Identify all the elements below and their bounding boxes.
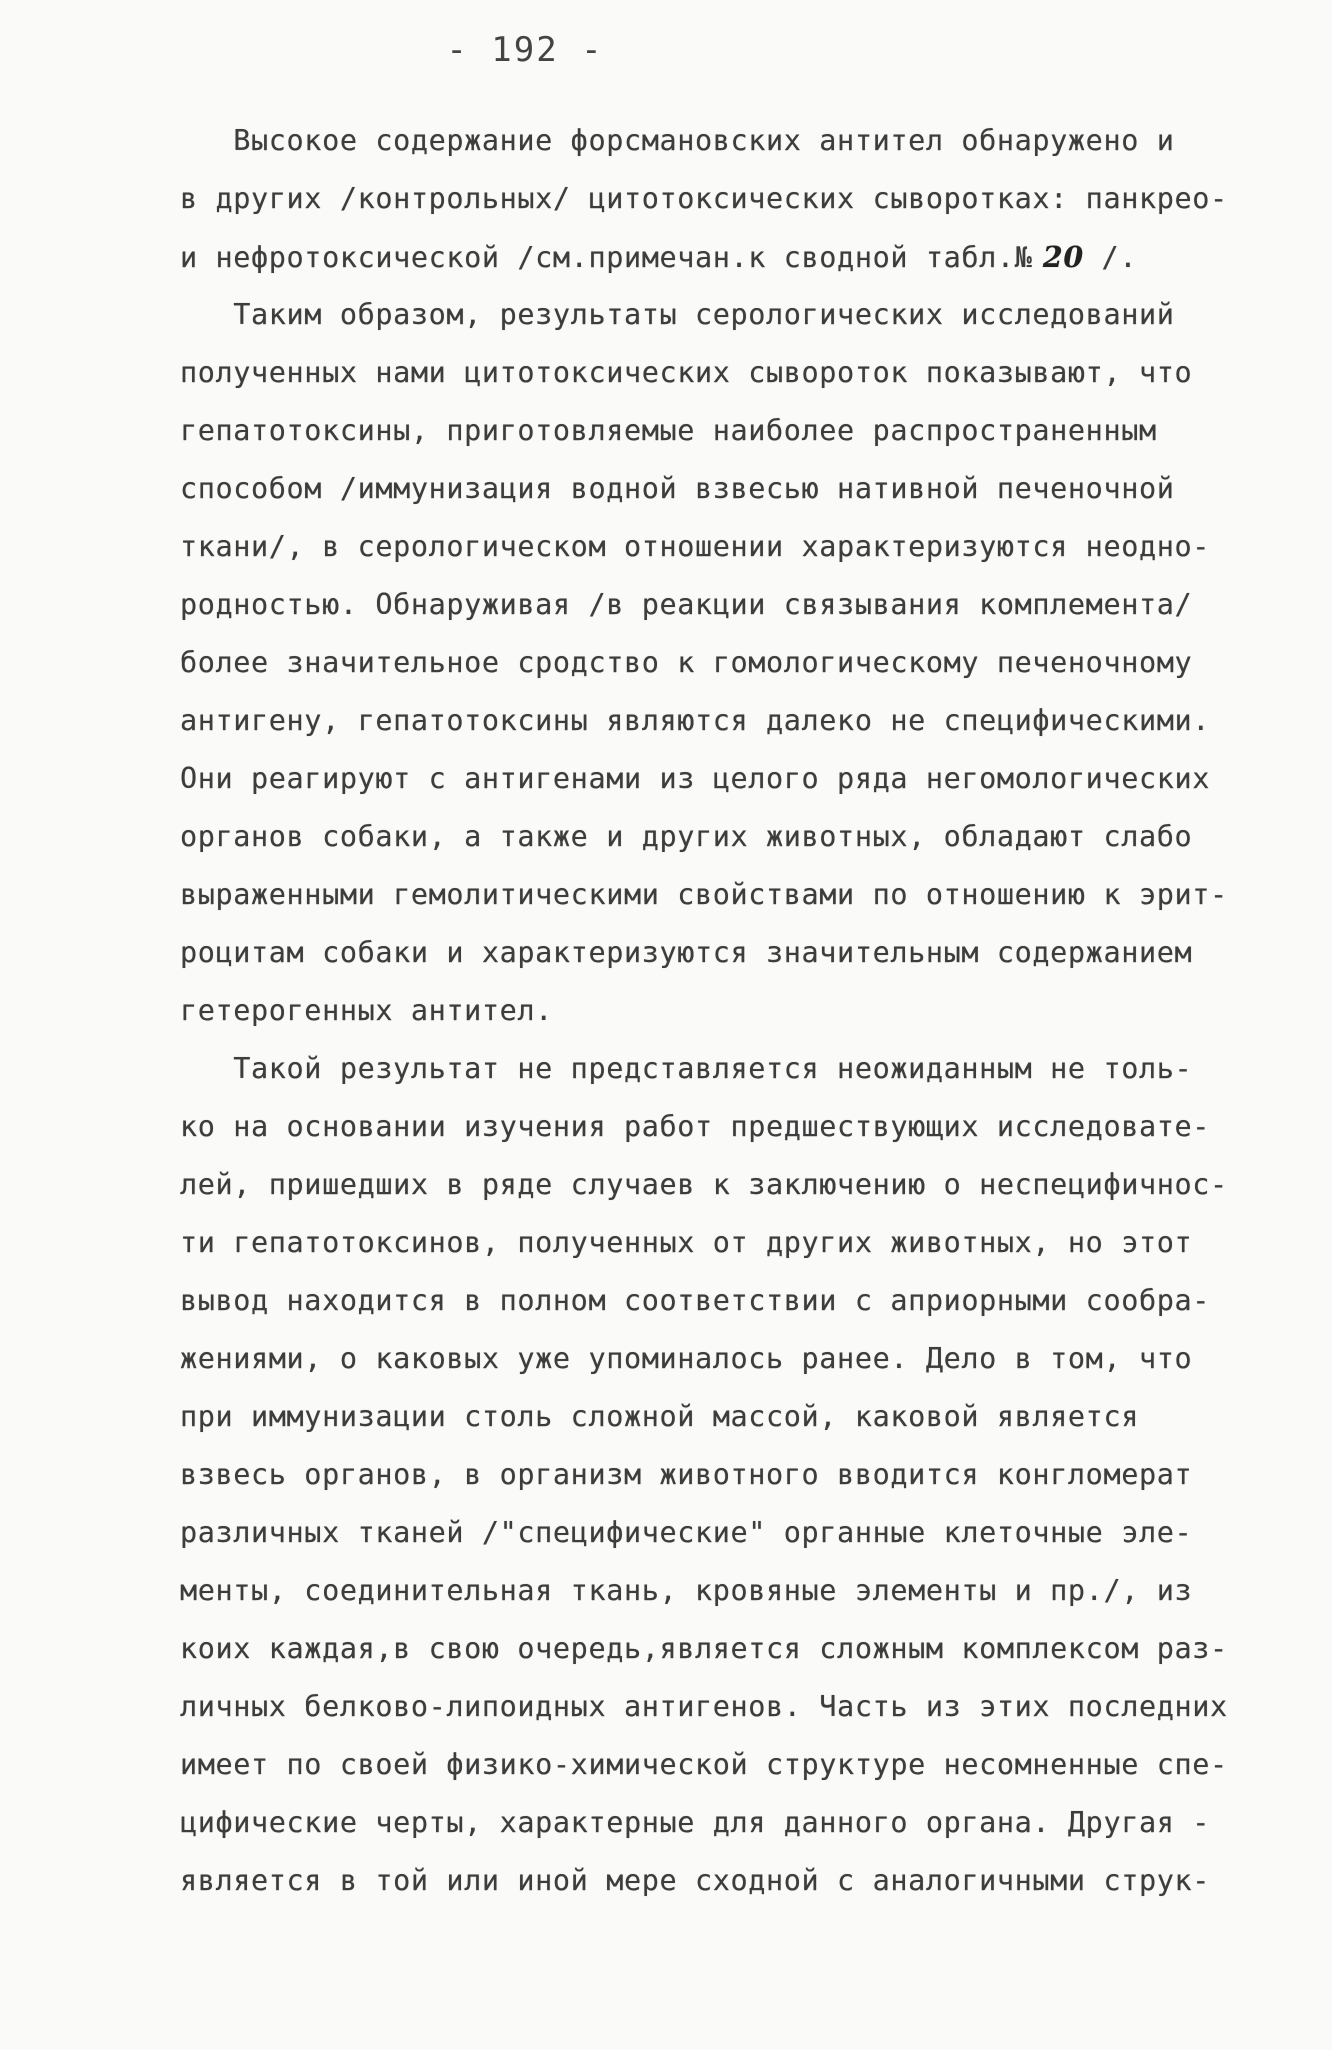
text-line-content: Таким образом, результаты серологических исследований xyxy=(180,298,1175,331)
text-line xyxy=(180,228,1240,286)
text-line xyxy=(180,866,1240,924)
text-line-content: взвесь органов, в организм животного вводится конгломерат xyxy=(180,1458,1193,1491)
text-line xyxy=(180,692,1240,750)
text-line xyxy=(180,1214,1240,1272)
text-line-content: антигену, гепатотоксины являются далеко не специфическими. xyxy=(180,704,1210,737)
text-line-content: Они реагируют с антигенами из целого ряда негомологических xyxy=(180,762,1210,795)
text-line-content: при иммунизации столь сложной массой, каковой является xyxy=(180,1400,1139,1433)
text-line xyxy=(180,1272,1240,1330)
body-text xyxy=(180,112,1240,1910)
text-line-content: гепатотоксины, приготовляемые наиболее распространенным xyxy=(180,414,1157,447)
text-line xyxy=(180,750,1240,808)
text-line-content: способом /иммунизация водной взвесью нативной печеночной xyxy=(180,472,1175,505)
text-line xyxy=(180,634,1240,692)
text-line xyxy=(180,1562,1240,1620)
text-line-content: менты, соединительная ткань, кровяные элементы и пр./, из xyxy=(180,1574,1193,1607)
text-line xyxy=(180,344,1240,402)
text-line xyxy=(180,1736,1240,1794)
text-line-content: ти гепатотоксинов, полученных от других животных, но этот xyxy=(180,1226,1193,1259)
page-number: - 192 - xyxy=(446,30,604,70)
text-line-content: гетерогенных антител. xyxy=(180,994,553,1027)
text-line xyxy=(180,460,1240,518)
text-line-content: коих каждая,в свою очередь,является сложным комплексом раз- xyxy=(180,1632,1228,1665)
text-line-content: является в той или иной мере сходной с аналогичными струк- xyxy=(180,1864,1210,1897)
text-line xyxy=(180,1678,1240,1736)
text-line-content: родностью. Обнаруживая /в реакции связывания комплемента/ xyxy=(180,588,1193,621)
text-line xyxy=(180,402,1240,460)
text-line-content: имеет по своей физико-химической структуре несомненные спе- xyxy=(180,1748,1228,1781)
text-line xyxy=(180,1388,1240,1446)
text-line xyxy=(180,1504,1240,1562)
text-line-content: различных тканей /"специфические" органные клеточные эле- xyxy=(180,1516,1193,1549)
text-line-content: личных белково-липоидных антигенов. Часть из этих последних xyxy=(180,1690,1228,1723)
text-line xyxy=(180,924,1240,982)
text-line xyxy=(180,1040,1240,1098)
text-line xyxy=(180,808,1240,866)
text-line-content: выраженными гемолитическими свойствами по отношению к эрит- xyxy=(180,878,1228,911)
table-number-handwritten: 20 xyxy=(1032,240,1084,274)
text-line-content: лей, пришедших в ряде случаев к заключению о неспецифичнос- xyxy=(180,1168,1228,1201)
text-line-content: полученных нами цитотоксических сывороток показывают, что xyxy=(180,356,1193,389)
text-line xyxy=(180,1330,1240,1388)
text-line xyxy=(180,1446,1240,1504)
text-line-content: ко на основании изучения работ предшествующих исследовате- xyxy=(180,1110,1210,1143)
text-line xyxy=(180,1620,1240,1678)
text-line xyxy=(180,982,1240,1040)
text-line-tail: /. xyxy=(1083,241,1138,274)
text-line xyxy=(180,1098,1240,1156)
text-line xyxy=(180,576,1240,634)
text-line xyxy=(180,518,1240,576)
text-line-content: вывод находится в полном соответствии с априорными сообра- xyxy=(180,1284,1210,1317)
text-line-content: жениями, о каковых уже упоминалось ранее. Дело в том, что xyxy=(180,1342,1193,1375)
text-line-content: более значительное сродство к гомологическому печеночному xyxy=(180,646,1193,679)
text-line xyxy=(180,1852,1240,1910)
text-line xyxy=(180,170,1240,228)
text-line xyxy=(180,286,1240,344)
text-line-content: ткани/, в серологическом отношении характеризуются неодно- xyxy=(180,530,1210,563)
text-line-content: Высокое содержание форсмановских антител обнаружено и xyxy=(180,124,1175,157)
text-line-content: Такой результат не представляется неожиданным не толь- xyxy=(180,1052,1193,1085)
text-line xyxy=(180,112,1240,170)
text-line-content: органов собаки, а также и других животных, обладают слабо xyxy=(180,820,1193,853)
text-line-content: роцитам собаки и характеризуются значительным содержанием xyxy=(180,936,1193,969)
text-line-content: в других /контрольных/ цитотоксических сыворотках: панкрео- xyxy=(180,182,1228,215)
text-line-content: и нефротоксической /см.примечан.к сводной табл.№ xyxy=(180,241,1033,274)
text-line-content: цифические черты, характерные для данного органа. Другая - xyxy=(180,1806,1210,1839)
text-line xyxy=(180,1794,1240,1852)
text-line xyxy=(180,1156,1240,1214)
